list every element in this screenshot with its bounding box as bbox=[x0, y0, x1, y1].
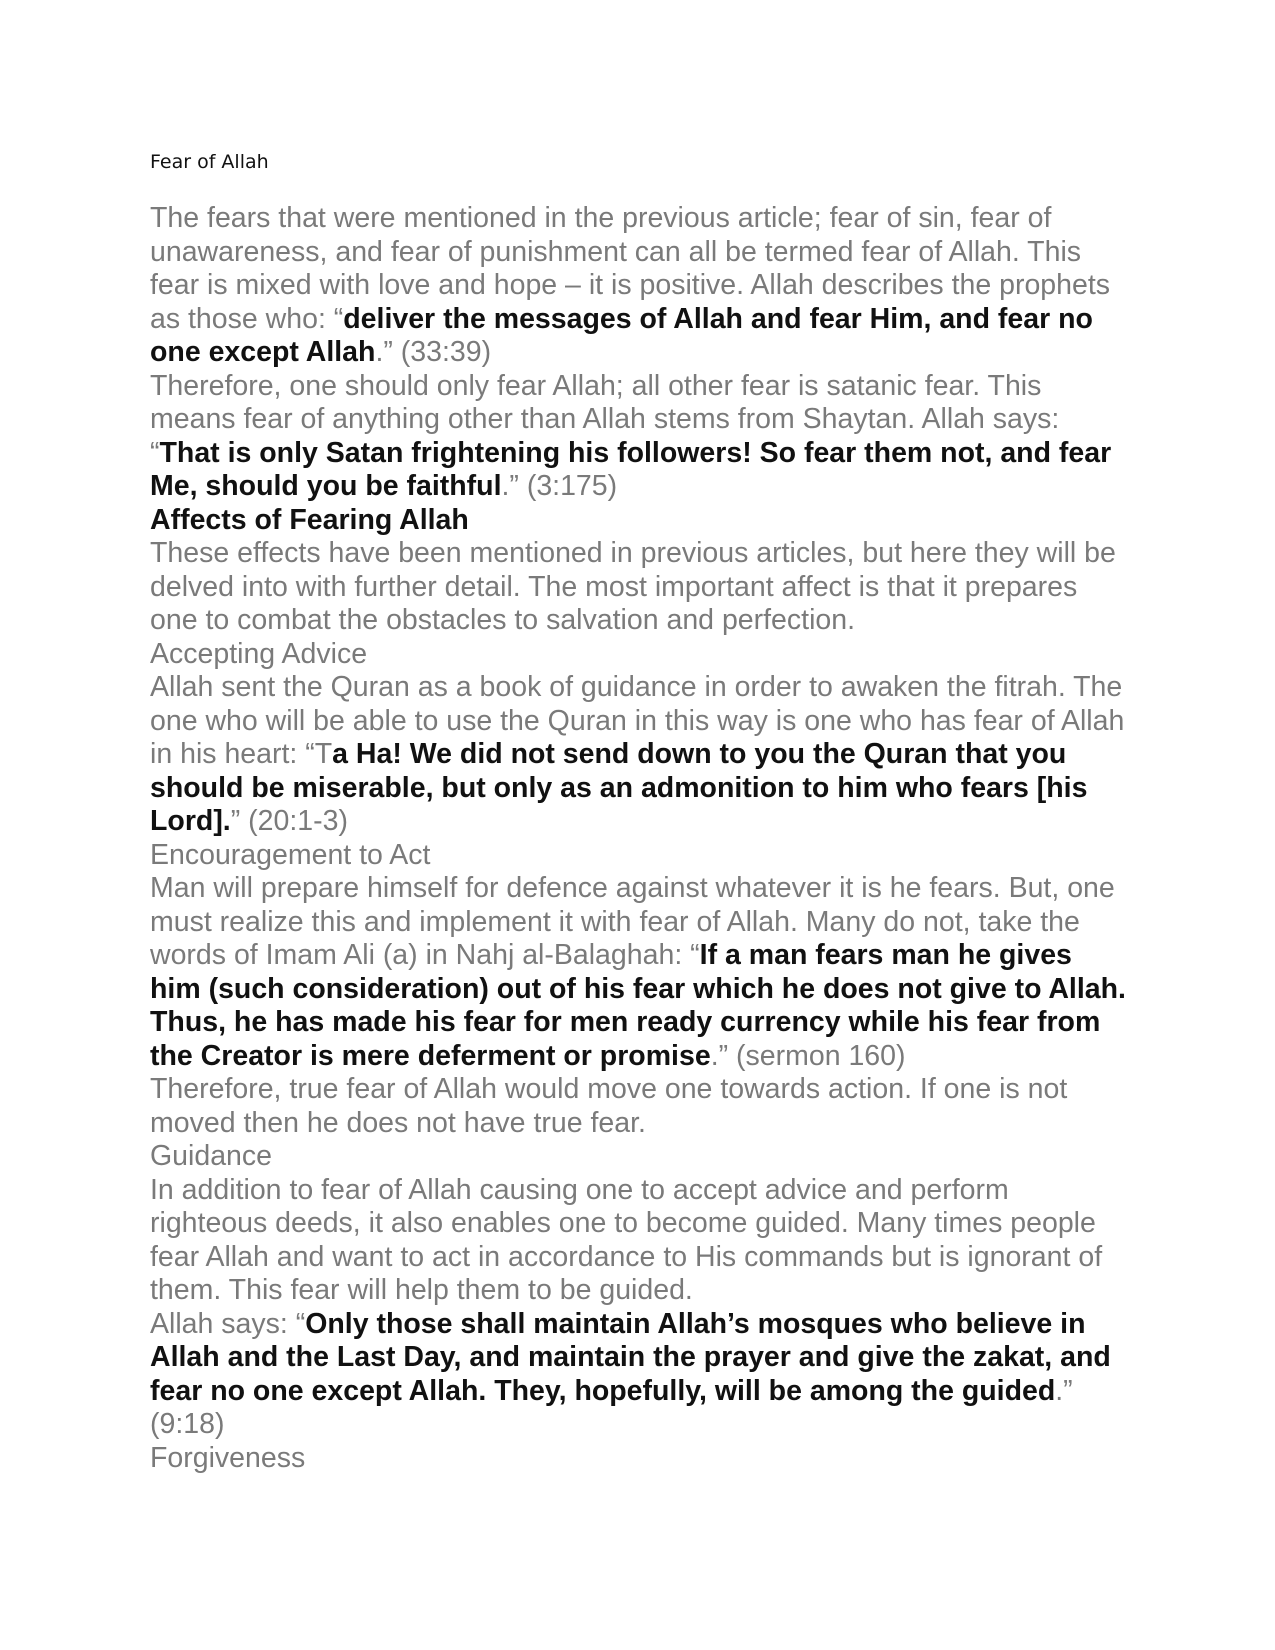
document-title: Fear of Allah bbox=[150, 151, 269, 173]
paragraph-true-fear: Therefore, true fear of Allah would move one towards action. If one is not moved then he does not have true fear. bbox=[150, 1073, 1068, 1139]
quran-quote: Only those shall maintain Allah’s mosques who believe in Allah and the Last Day, and maintain the prayer and give the zakat, and fear no one except Allah. They, hopefully, will be among the guided bbox=[150, 1307, 1111, 1407]
paragraph-text: Allah sent the Quran as a book of guidance in order to awaken the fitrah. The one who will be able to use the Quran in this way is one who has fear of Allah in his heart: “T bbox=[150, 671, 1125, 770]
subheading-accepting-advice: Accepting Advice bbox=[150, 637, 368, 670]
paragraph-guidance: In addition to fear of Allah causing one to accept advice and perform righteous deeds, it also enables one to become guided. Many times people fear Allah and want to act in accordance to His commands but is ignorant of them. This fear will help them to be guided. bbox=[150, 1173, 1103, 1306]
hadith-quote: If a man fears man he gives him (such consideration) out of his fear which he does not give to Allah. Thus, he has made his fear for men ready currency while his fear from the Creator is mere deferment or promise bbox=[150, 939, 1126, 1072]
quran-quote: That is only Satan frightening his followers! So fear them not, and fear Me, should you be faithful bbox=[150, 436, 1112, 502]
citation: .” (33:39) bbox=[375, 336, 492, 368]
paragraph-text: Man will prepare himself for defence against whatever it is he fears. But, one must realize this and implement it with fear of Allah. Many do not, take the words of Imam Ali (a) in Nahj al-Balaghah: “ bbox=[150, 872, 1115, 971]
quran-quote: deliver the messages of Allah and fear Him, and fear no one except Allah bbox=[150, 302, 1093, 368]
quran-quote: a Ha! We did not send down to you the Quran that you should be miserable, but only as an admonition to him who fears [his Lord]. bbox=[150, 738, 1088, 837]
citation: .” (3:175) bbox=[501, 470, 618, 502]
paragraph-text: Allah says: “ bbox=[150, 1307, 306, 1340]
citation: .” (sermon 160) bbox=[710, 1039, 906, 1072]
article-body bbox=[150, 202, 1130, 1475]
paragraph-text: Therefore, one should only fear Allah; all other fear is satanic fear. This means fear of anything other than Allah stems from Shaytan. Allah says: “ bbox=[150, 369, 1060, 469]
paragraph-effects-intro: These effects have been mentioned in previous articles, but here they will be delved into with further detail. The most important affect is that it prepares one to combat the obstacles to salvation and perfection. bbox=[150, 537, 1116, 636]
citation: .” (9:18) bbox=[150, 1374, 1073, 1440]
paragraph-text: The fears that were mentioned in the previous article; fear of sin, fear of unawareness, and fear of punishment can all be termed fear of Allah. This fear is mixed with love and hope – it is positive. Allah describes the prophets as those who: “ bbox=[150, 202, 1111, 335]
subheading-guidance: Guidance bbox=[150, 1140, 273, 1172]
paragraph-mosques bbox=[150, 1308, 1130, 1442]
paragraph-satanic-fear bbox=[150, 370, 1130, 504]
subheading-forgiveness: Forgiveness bbox=[150, 1441, 306, 1474]
paragraph-prophets-fear bbox=[150, 202, 1130, 370]
subheading-encouragement: Encouragement to Act bbox=[150, 838, 431, 871]
paragraph-encouragement bbox=[150, 872, 1130, 1073]
citation: ” (20:1-3) bbox=[230, 805, 348, 837]
section-heading: Affects of Fearing Allah bbox=[150, 503, 469, 536]
paragraph-accepting-advice bbox=[150, 671, 1130, 839]
